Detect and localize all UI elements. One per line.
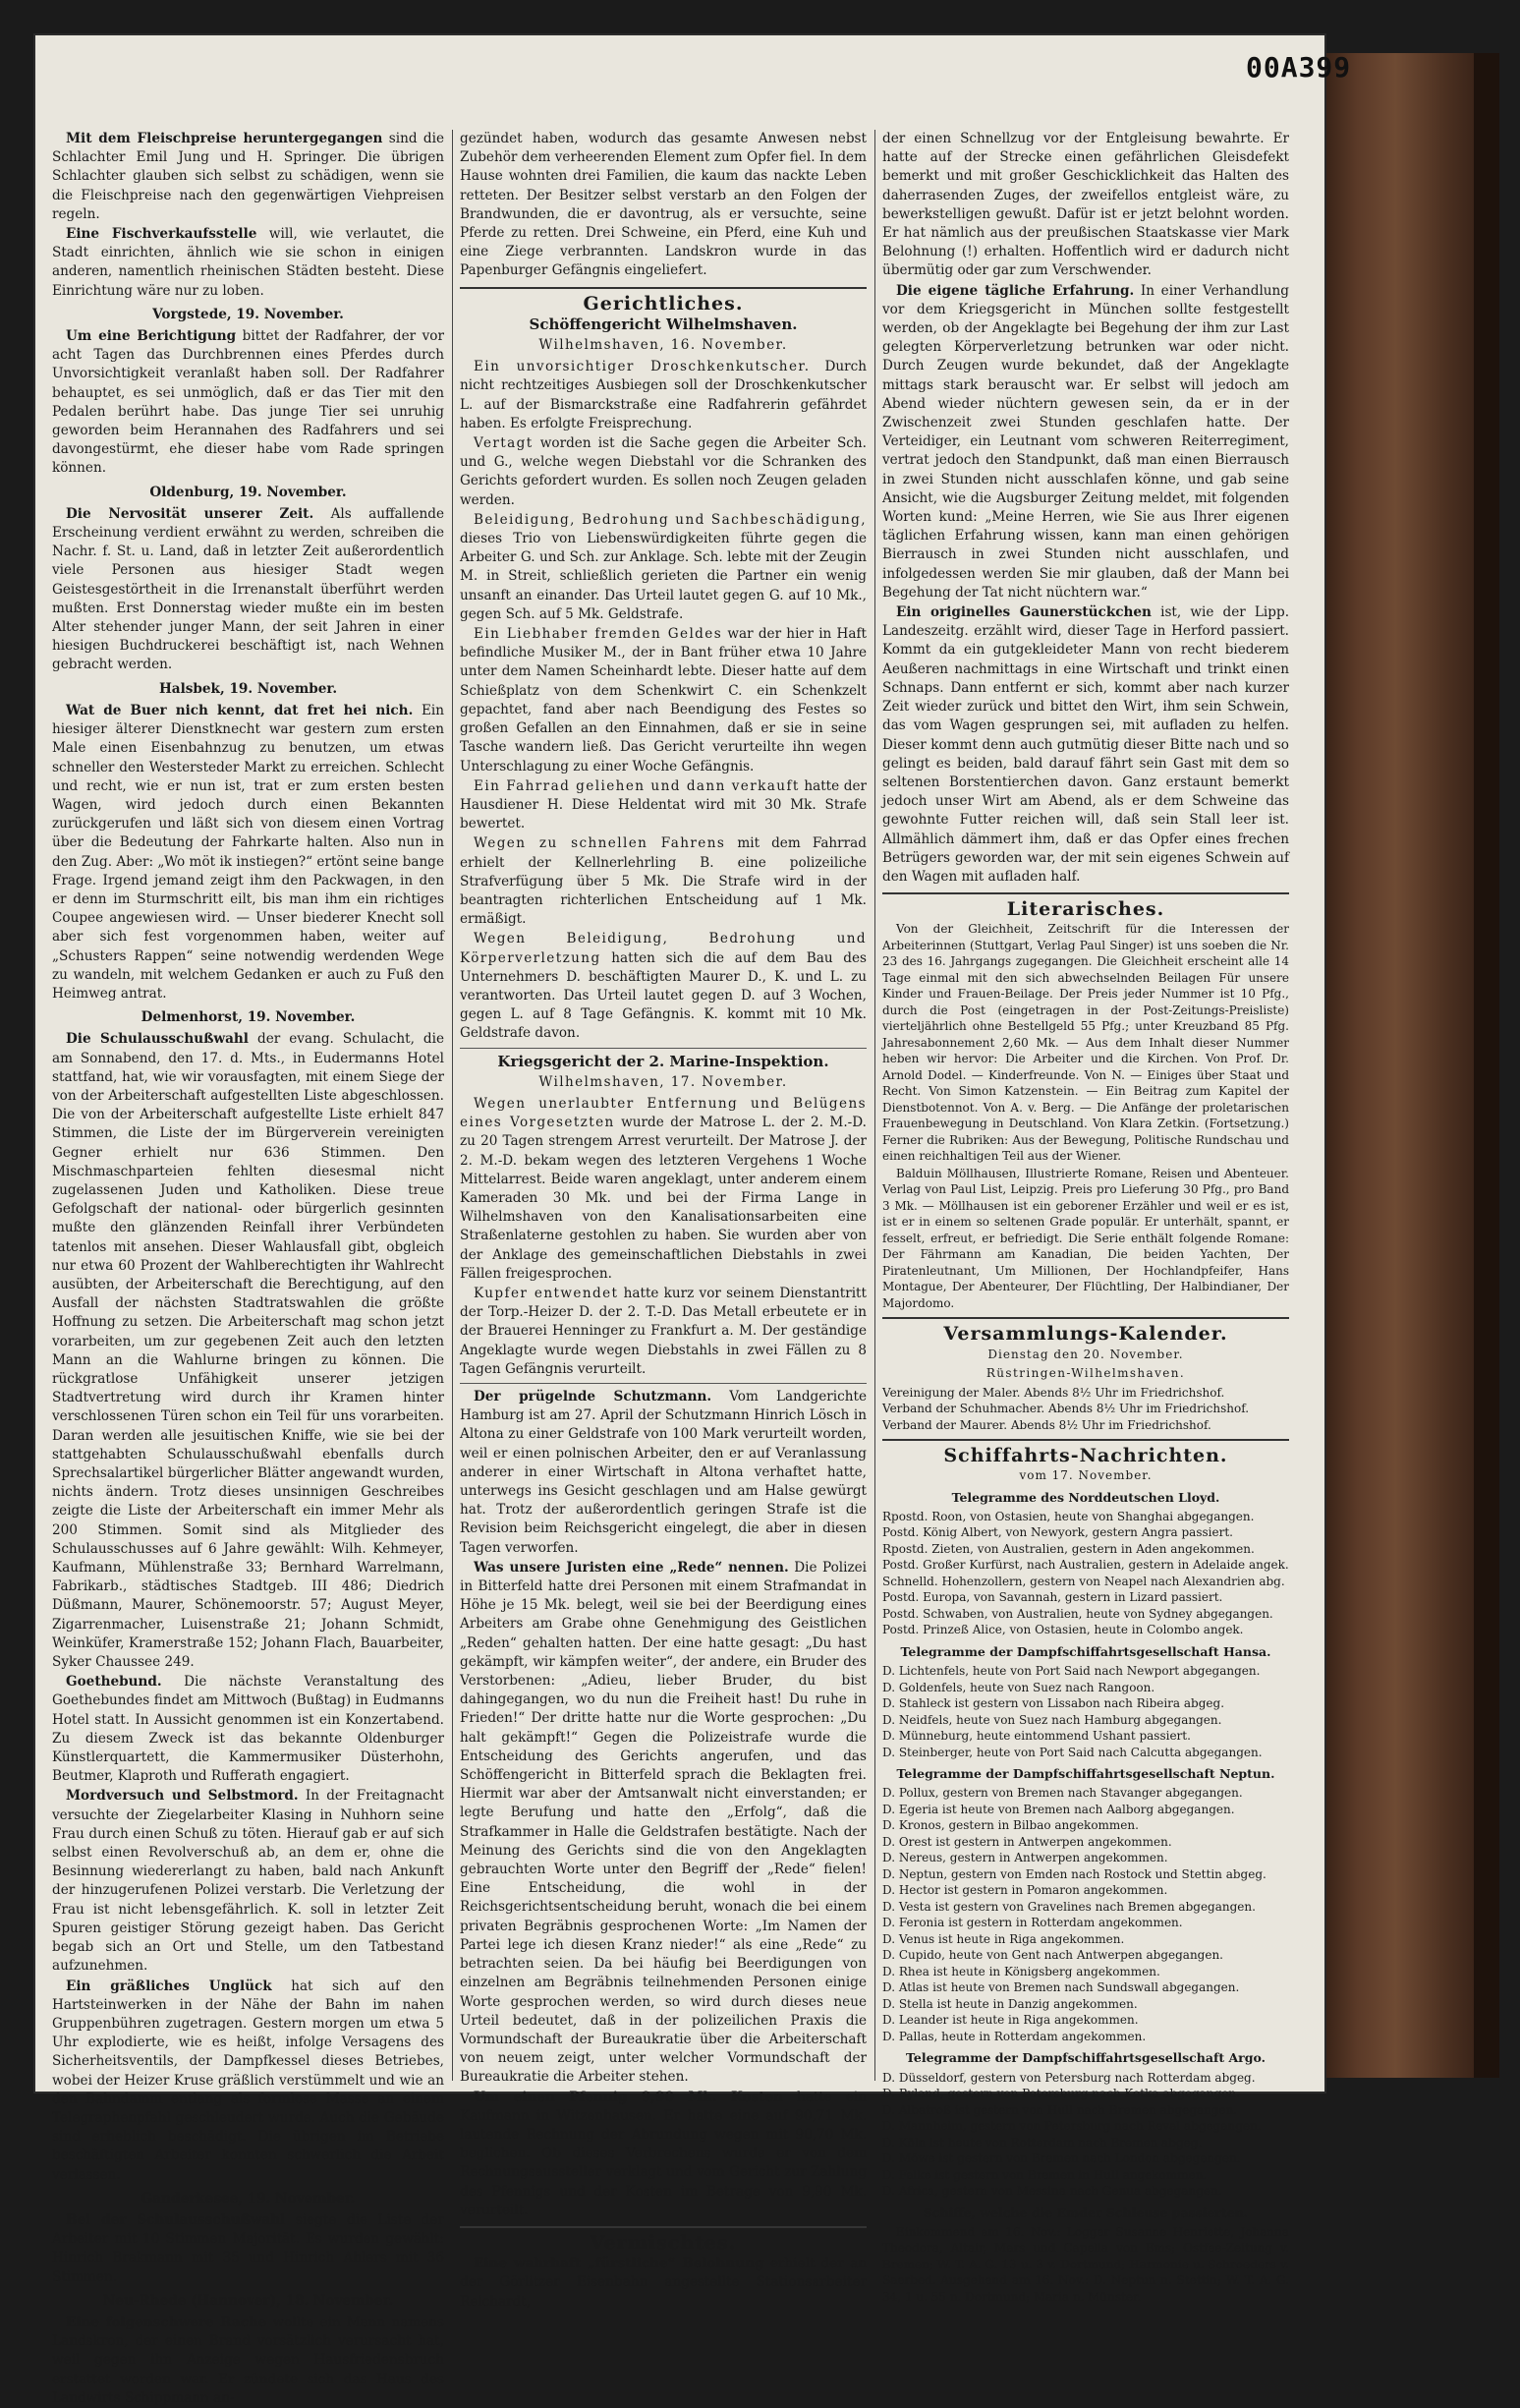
article-goethebund: Goethebund. Die nächste Veranstaltung des Goethebundes findet am Mittwoch (Bußtag) in Eudmanns Hotel statt. In Aussicht genommen ist ein Konzertabend. Zu diesem Zweck ist das bekannte Oldenburger Künstlerquartett, die Kammermusiker Düsterhohn, Beutmer, Klaproth und Rufferath engagiert. <box>52 1674 444 1785</box>
column-3 <box>882 130 1290 2304</box>
shipping-date: vom 17. November. <box>1019 1468 1153 1483</box>
dateline: Ganderkesee, 19. November. <box>141 2190 356 2207</box>
court-item: Kupfer entwendet hatte kurz vor seinem Dienstantritt der Torp.-Heizer D. der 2. T.-D. Das Metall erbeutete er in der Brauerei Henninger zu Frankfurt a. M. Der geständige Angeklagte wurde wegen Diebstahls in zwei Fällen zu 8 Tagen Gefängnis verurteilt. <box>460 1285 867 1377</box>
article-schutzmann: Der prügelnde Schutzmann. Vom Landgerichte Hamburg ist am 27. April der Schutzmann Hinrich Lösch in Altona zu einer Geldstrafe von 100 Mark verurteilt worden, weil er einen polnischen Arbeiter, den er auf Veranlassung anderer in einer Wirtschaft in Altona verhaftet hatte, unterwegs ins Gesicht geschlagen und am Halse gewürgt hat. Trotz der außerordentlich geringen Strafe ist die Revision beim Reichsgericht eingelegt, die aber in diesen Tagen verworfen. <box>460 1389 867 1556</box>
article-belohnung: Eine wahrhaft „fürstliche“ Belohnung erhielt der an der Görlitzer Eisenbahn angestellte Stationsarbeiter Reichardt, <box>460 2256 867 2310</box>
article-erfahrung: Die eigene tägliche Erfahrung. In einer Verhandlung vor dem Kriegsgericht in München sollte festgestellt werden, ob der Angeklagte bei Begehung der ihm zur Last gelegten Körperverletzung betrunken war oder nicht. Durch Zeugen wurde bekundet, daß der Angeklagte mittags stark berauscht war. Er selbst will jedoch am Abend wieder nüchtern gewesen sein, da er in der Zwischenzeit zwei Stunden geschlafen hatte. Der Verteidiger, ein Leutnant vom schweren Reiterregiment, vertrat jedoch den Standpunkt, daß man einen Bierrausch in zwei Stunden nicht ausschlafen könne, und gab seine Ansicht, wie die Augsburger Zeitung meldet, mit folgenden Worten kund: „Meine Herren, wie Sie aus Ihrer eigenen täglichen Erfahrung wissen, kann man einen gehörigen Bierrausch in zwei Stunden nicht ausschlafen, und infolgedessen werden Sie mir glauben, daß der Mann bei Begehung der Tat nicht nüchtern war.“ <box>882 282 1289 601</box>
column-rule <box>874 130 875 2081</box>
telegram-line: D. Köln ist heute von Rotterdam nach Bremen abgeg. <box>882 2135 1203 2150</box>
court-item: Beleidigung, Bedrohung und Sachbeschädigung, dieses Trio von Liebenswürdigkeiten führte gegen die Arbeiter G. und Sch. zur Anklage. Sch. lebte mit der Zeugin M. in Streit, schließlich gerieten die Partner ein wenig unsanft an einander. Das Urteil lautet gegen G. auf 10 Mk., gegen Sch. auf 5 Mk. Geldstrafe. <box>460 511 867 622</box>
calendar-entry: Vereinigung der Maler. Abends 8½ Uhr im Friedrichshof. <box>882 1385 1225 1400</box>
emder-schleuse-list: Einkommend am 16. Nov.: Logger Susanne Henriette, Johanna Theodora, Altair, Mars und Capella von Ems; Ostfee-Zeitung v. Bremen; W. T. A. G. 13 u. 3 v. Dortmund; Harmonie u. Schroeders v. Saerbed. Ausgehend am 16. Nov.: D. Neptun n. Stettin; W. T. A. G. 34, 1 u. 55 n. Dortmund; Maria n. Münster. <box>882 2224 1289 2304</box>
telegram-line: D. Falke ist gestern von Bremen in Hull angekommen. <box>882 2167 1208 2182</box>
telegram-line: Postd. Großer Kurfürst, nach Australien, gestern in Adelaide angek. <box>882 1558 1289 1573</box>
telegram-line: D. Stella ist heute in Danzig angekommen. <box>882 1996 1138 2011</box>
court-item: Wegen zu schnellen Fahrens mit dem Fahrrad erhielt der Kellnerlehrling B. eine polizeiliche Strafverfügung über 5 Mk. Die Strafe wird in der beantragten richterlichen Entscheidung auf 1 Mk. ermäßigt. <box>460 835 867 928</box>
section-divider <box>882 1439 1289 1441</box>
section-divider <box>460 287 867 289</box>
literary-notice: Von der Gleichheit, Zeitschrift für die Interessen der Arbeiterinnen (Stuttgart, Verlag Paul Singer) ist uns soeben die Nr. 23 des 16. Jahrgangs zugegangen. Die Gleichheit erscheint alle 14 Tage einmal mit den sich abwechselnden Beilagen Für unsere Kinder und Frauen-Beilage. Der Preis jeder Nummer ist 10 Pfg., durch die Post (eingetragen in der Post-Zeitungs-Preisliste) vierteljährlich ohne Bestellgeld 55 Pfg.; unter Kreuzband 85 Pfg. Jahresabonnement 2,60 Mk. — Aus dem Inhalt dieser Nummer heben wir hervor: Die Arbeiter und die Kirchen. Von Prof. Dr. Arnold Dodel. — Kinderfreunde. Von N. — Einiges über Staat und Recht. Von Simon Katzenstein. — Ein Beitrag zum Kapitel der Dienstbotennot. Von A. v. Berg. — Die Anfänge der proletarischen Frauenbewegung in Deutschland. Von Klara Zetkin. (Fortsetzung.) Ferner die Rubriken: Aus der Bewegung, Politische Rundschau und einen reichhaltigen Teil aus der Wiener. <box>882 922 1289 1164</box>
dateline: Wilhelmshaven, 16. November. <box>538 337 788 354</box>
divider <box>460 1383 867 1384</box>
telegram-heading-neptun: Telegramme der Dampfschiffahrtsgesellschaft Neptun. <box>896 1766 1275 1782</box>
telegram-heading-hansa: Telegramme der Dampfschiffahrtsgesellschaft Hansa. <box>900 1643 1271 1659</box>
calendar-entry: Verband der Schuhmacher. Abends 8½ Uhr im Friedrichshof. <box>882 1402 1250 1416</box>
telegram-line: D. Pollux, gestern von Bremen nach Stavanger abgegangen. <box>882 1786 1243 1801</box>
article-buer: Wat de Buer nich kennt, dat fret hei nich. Ein hiesiger älterer Dienstknecht war gestern zum ersten Male einen Eisenbahnzug zu benutzen, um etwas schneller den Westersteder Markt zu erreichen. Schlecht und recht, wie er nun ist, trat er zum ersten besten Wagen, wird jedoch durch einen Bekannten zurückgerufen und läßt sich von diesem einen Vortrag über die Bedeutung der Fahrkarte halten. Also nun in den Zug. Aber: „Wo möt ik instiegen?“ ertönt seine bange Frage. Irgend jemand zeigt ihm den Packwagen, in den er denn im Sturmschritt eilt, bis man ihm ein richtiges Coupee angewiesen wird. — Unser biederer Knecht soll aber sich fest vorgenommen haben, weiter auf „Schusters Rappen“ seine notwendig werdenden Wege zu wandeln, mit welchem Gedanken er auch zu Fuß den Heimweg antrat. <box>52 702 444 1002</box>
court-item: Wegen unerlaubter Entfernung und Belügens eines Vorgesetzten wurde der Matrose L. der 2. M.-D. zu 20 Tagen strengem Arrest verurteilt. Der Matrose J. der 2. M.-D. bekam wegen des letzteren Vergehens 1 Woche Mittelarrest. Beide waren angeklagt, unter anderem einem Kameraden 30 Mk. und bei der Firma Lange in Wilhelmshaven von den Kanalisationsarbeiten eine Straßenlaterne gestohlen zu haben. Sie wurden aber von der Anklage des gemeinschaftlichen Diebstahls in zwei Fällen freigesprochen. <box>460 1095 867 1282</box>
telegram-line: D. Atlas ist heute von Bremen nach Sundswall abgegangen. <box>882 1980 1240 1995</box>
telegram-heading-argo: Telegramme der Dampfschiffahrtsgesellschaft Argo. <box>906 2050 1266 2066</box>
dateline: Halsbek, 19. November. <box>158 680 338 697</box>
telegram-line: D. Rhea ist heute in Königsberg angekommen. <box>882 1964 1160 1978</box>
telegram-line: Postd. Prinzeß Alice, von Ostasien, heute in Colombo angek. <box>882 1623 1244 1637</box>
telegram-line: D. Münneburg, heute eintommend Ushant passiert. <box>882 1729 1191 1744</box>
telegram-line: D. Stahleck ist gestern von Lissabon nach Ribeira abgeg. <box>882 1696 1225 1711</box>
court-item: Vertagt worden ist die Sache gegen die Arbeiter Sch. und G., welche wegen Diebstahl vor die Schranken des Gerichts gefordert wurden. Es sollen noch Zeugen geladen werden. <box>460 435 867 508</box>
telegram-line: D. Möwe ist gestern von Bremen nach London abgegangen. <box>882 2151 1241 2166</box>
telegram-line: D. Nereus, gestern in Antwerpen angekommen. <box>882 1851 1168 1865</box>
emder-schleuse-heading: Schiffe, welche die Emder Schleuse passierten. <box>923 2205 1249 2220</box>
telegram-line: Postd. Europa, von Savannah, gestern in Lizard passiert. <box>882 1590 1223 1605</box>
court-item: Wegen Beleidigung, Bedrohung und Körperverletzung hatten sich die auf dem Bau des Unternehmers D. beschäftigten Maurer D., K. und L. zu verantworten. Das Urteil lautet gegen D. auf 3 Wochen, gegen L. auf 8 Tage Gefängnis. K. kommt mit 10 Mk. Geldstrafe davon. <box>460 931 867 1042</box>
subheading-kriegsgericht: Kriegsgericht der 2. Marine-Inspektion. <box>497 1052 829 1070</box>
telegram-line: D. Ryland, gestern von Petersburg nach Kotka abgegangen. <box>882 2087 1240 2101</box>
archive-stamp: 00A399 <box>1246 51 1352 84</box>
telegram-line: Schnelld. Hohenzollern, gestern von Neapel nach Alexandrien abg. <box>882 1574 1285 1588</box>
section-heading-gerichtliches: Gerichtliches. <box>583 292 744 315</box>
article-berichtigung: Um eine Berichtigung bittet der Radfahrer, der vor acht Tagen das Durchbrennen eines Pferdes durch Unvorsichtigkeit veranlaßt haben soll. Der Radfahrer behauptet, es sei unmöglich, daß er das Tier mit den Pedalen berührt habe. Das junge Tier sei unruhig geworden beim Herannahen des Radfahrers und sei davongestürmt, ehe dieser habe vom Rade springen können. <box>52 328 444 477</box>
section-divider <box>882 1317 1289 1319</box>
dateline: Oldenburg, 19. November. <box>149 484 347 500</box>
calendar-date: Dienstag den 20. November. <box>987 1347 1184 1361</box>
telegram-line: D. Mannheim, gestern von Petersburg nach Reval abgegangen. <box>882 2119 1262 2134</box>
column-rule <box>452 130 453 2081</box>
telegram-line: Postd. König Albert, von Newyork, gestern Angra passiert. <box>882 1525 1233 1540</box>
telegram-line: D. Steinberger, heute von Port Said nach Calcutta abgegangen. <box>882 1745 1263 1759</box>
dateline: Vorgstede, 19. November. <box>152 306 344 322</box>
telegram-line: D. Venus ist heute in Riga angekommen. <box>882 1931 1125 1946</box>
telegram-line: D. Kronos, gestern in Bilbao angekommen. <box>882 1818 1139 1833</box>
article-fleischpreise: Mit dem Fleischpreise heruntergegangen sind die Schlachter Emil Jung und H. Springer. Die übrigen Schlachter glauben sich selbst zu schädigen, wenn sie die Fleischpreise nach den gegenwärtigen Viehpreisen regeln. <box>52 131 444 222</box>
article-gaunerstueckchen: Ein originelles Gaunerstückchen ist, wie der Lipp. Landeszeitg. erzählt wird, dieser Tage in Herford passiert. Kommt da ein gutgekleideter Mann von recht biederem Aeußeren nachmittags in eine Wirtschaft und trinkt einen Schnaps. Dann entfernt er sich, kommt aber nach kurzer Zeit wieder zurück und bittet den Wirt, ihm sein Schwein, das vom Wagen gesprungen sei, mit aufladen zu helfen. Dieser kommt denn auch gutmütig dieser Bitte nach und so gelingt es beiden, bald darauf fährt sein Gast mit dem so seltenen Borstentierchen davon. Ganz erstaunt bemerkt jedoch unser Wirt am Abend, als er dem Schweine das gewohnte Futter reichen will, daß sein Stall leer ist. Allmählich dämmert ihm, daß er das Opfer eines frechen Betrügers geworden war, der mit sein eigenes Schwein auf den Wagen mit aufladen half. <box>882 604 1290 885</box>
telegram-line: D. Goldenfels, heute von Suez nach Rangoon. <box>882 1680 1155 1694</box>
telegram-line: D. Pallas, heute in Rotterdam angekommen. <box>882 2029 1147 2043</box>
telegram-line: D. Feronia ist gestern in Rotterdam angekommen. <box>882 1916 1183 1930</box>
divider <box>460 1048 867 1049</box>
telegram-line: D. Neptun, gestern von Emden nach Rostock und Stettin abgeg. <box>882 1866 1267 1881</box>
article-mordversuch: Mordversuch und Selbstmord. In der Freitagnacht versuchte der Ziegelarbeiter Klasing in Nuhhorn seine Frau durch einen Schuß zu töten. Hierauf gab er auf sich selbst einen Revolverschuß ab, an dem er, ohne die Besinnung wiedererlangt zu haben, bald nach Ankunft der hinzugerufenen Polizei verstarb. Die Verletzung der Frau ist nicht lebensgefährlich. K. soll in letzter Zeit Spuren geistiger Störung gezeigt haben. Das Gericht begab sich an Ort und Stelle, um den Tatbestand aufzunehmen. <box>52 1788 444 1975</box>
calendar-place: Rüstringen-Wilhelmshaven. <box>985 1366 1186 1381</box>
binding-shadow <box>1474 53 1499 2078</box>
article-schulausschusswahl: Die Schulausschußwahl der evang. Schulacht, die am Sonnabend, den 17. d. Mts., in Eudermanns Hotel stattfand, hat, wie wir vorausfagten, mit einem Siege der von der Arbeiterschaft aufgestellten Liste abgeschlossen. Die von der Arbeiterschaft aufgestellte Liste erhielt 847 Stimmen, die Liste der im Bürgerverein vereinigten Gegner erhielt nur 636 Stimmen. Den Mischmaschparteien fehlten diesesmal nicht zugelassenen Juden und Katholiken. Diese treue Gefolgschaft der national- oder bürgerlich gesinnten mußte den glänzenden Reinfall ihrer Verbündeten tatenlos mit ansehen. Dieser Wahlausfall gibt, obgleich nur etwa 60 Prozent der Wahlberechtigten ihr Wahlrecht ausübten, der Arbeiterschaft die Berechtigung, auf den Ausfall der nächsten Stadtratswahlen die größte Hoffnung zu setzen. Die Arbeiterschaft mag schon jetzt vorarbeiten, um zur gegebenen Zeit auch den letzten Mann an die Wahlurne bringen zu können. Die rückgratlose Unfähigkeit unserer jetzigen Stadtvertretung wird durch ihr Kramen hinter verschlossenen Türen schon ein Teil für uns vorarbeiten. Daran werden alle jesuitischen Kniffe, wie sie bei der stattgehabten Schulausschußwahl ebenfalls durch Sprechsalartikel bürgerlicher Blätter angewandt wurden, nichts ändern. Trotz dieses unsinnigen Geschreibes zeigte die Liste der Arbeiterschaft ein immer Mehr als 200 Stimmen. Somit sind als Mitglieder des Schulausschusses auf 6 Jahre gewählt: Wilh. Kehmeyer, Kaufmann, Mühlenstraße 33; Bernhard Warrelmann, Fabrikarb., städtisches Stadtgeb. III 486; Diedrich Düßmann, Maurer, Schönemoorstr. 57; August Meyer, Zigarrenmacher, Luisenstraße 21; Johann Schmidt, Weinküfer, Kramerstraße 152; Johann Flach, Bauarbeiter, Syker Chaussee 249. <box>52 1031 444 1671</box>
article-rache-continued: gezündet haben, wodurch das gesamte Anwesen nebst Zubehör dem verheerenden Element zum Opfer fiel. In dem Hause wohnten drei Familien, die kaum das nackte Leben retteten. Der Besitzer selbst verstarb an den Folgen der Brandwunden, die er davontrug, als er versuchte, seine Pferde zu retten. Drei Schweine, ein Pferd, eine Kuh und eine Ziege verbrannten. Landskron wurde in das Papenburger Gefängnis eingeliefert. <box>460 131 867 279</box>
telegram-line: D. Vesta ist gestern von Gravelines nach Bremen abgegangen. <box>882 1899 1256 1914</box>
telegram-line: Rpostd. Roon, von Ostasien, heute von Shanghai abgegangen. <box>882 1509 1255 1523</box>
dateline: Wilhelmshaven, 17. November. <box>538 1073 788 1090</box>
subheading-schoeffengericht: Schöffengericht Wilhelmshaven. <box>529 315 798 333</box>
telegram-line: D. Egeria ist heute von Bremen nach Aalborg abgegangen. <box>882 1802 1235 1816</box>
dateline: Neu-Rhede (Hannover), 18. November. <box>102 2292 394 2309</box>
section-divider <box>460 2226 867 2228</box>
column-1 <box>52 130 444 2406</box>
telegram-line: Postd. Schwaben, von Australien, heute von Sydney abgegangen. <box>882 1606 1273 1621</box>
article-fischverkauf: Eine Fischverkaufsstelle will, wie verlautet, die Stadt einrichten, ähnlich wie sie schon in einigen anderen, namentlich rheinischen Städten besteht. Diese Einrichtung wäre nur zu loben. <box>52 226 444 299</box>
article-pfennig: Um einen Pfennig 9,90 Mk. Kosten hatte ein Kaufmann in Witzenhausen. Er hatte eine auf 90,71 Mk. lautende Rechnung der Abrundung wegen mit 90,70 Mk. beglichen. Ob dieses Verbrechens wurde er von dem Rechnungsaussteller verklagt und vom Gericht zur Zahlung des Pfennigs und der Kosten im Betrage von 9,90 Mk. verurteilt. <box>460 2089 868 2218</box>
telegram-line: D. Orest ist gestern in Antwerpen angekommen. <box>882 1834 1172 1849</box>
court-item: Ein Fahrrad geliehen und dann verkauft hatte der Hausdiener H. Diese Heldentat wird mit 30 Mk. Strafe bewertet. <box>460 777 868 832</box>
telegram-line: D. Düsseldorf, gestern von Petersburg nach Rotterdam abgeg. <box>882 2070 1256 2085</box>
telegram-line: D. Africa, gestern von Messina nach Genua abgegangen. <box>882 2184 1222 2199</box>
column-2 <box>460 130 868 2310</box>
article-nervositaet: Die Nervosität unserer Zeit. Als auffallende Erscheinung verdient erwähnt zu werden, schreiben die Nachr. f. St. u. Land, daß in letzter Zeit außerordentlich viele Personen aus hiesiger Stadt wegen Geistesgestörtheit in die Irrenanstalt überführt werden mußten. Erst Donnerstag wieder mußte ein im besten Alter stehender junger Mann, der seit Jahren in einer hiesigen Buchdruckerei beschäftigt ist, nach Wehnen gebracht werden. <box>52 505 444 673</box>
article-unglueck: Ein gräßliches Unglück hat sich auf den Hartsteinwerken in der Nähe der Bahn im nahen Gruppenbühren zugetragen. Gestern morgen um etwa 5 Uhr explodierte, wie es heißt, infolge Versagens des Sicherheitsventils, der Dampfkessel dieses Betriebes, wobei der Heizer Kruse gräßlich verstümmelt und wie an den Bahndamm entlang als formlose Masse an einem Telegraphenpfahl geschleudert wurde. Auch die Gebäude sind erheblich beschädigt. Die übrigen im Betriebe beschäftigten Arbeiter konnten schwerlich die Arbeit verlassen. <box>52 1978 444 2183</box>
telegram-line: D. Cupido, heute von Gent nach Antwerpen abgegangen. <box>882 1948 1223 1963</box>
section-heading-literarisches: Literarisches. <box>1006 898 1165 921</box>
telegram-line: D. Lichtenfels, heute von Port Said nach Newport abgegangen. <box>882 1664 1261 1679</box>
article-belohnung-continued: der einen Schnellzug vor der Entgleisung bewahrte. Er hatte auf der Strecke einen gefährlichen Gleisdefekt bemerkt und mit großer Geschicklichkeit das Halten des daherrasenden Zuges, der zweifellos entgleist wäre, zu bewerkstelligen gewußt. Dafür ist er jetzt belohnt worden. Er hat nämlich aus der preußischen Staatskasse vier Mark Belohnung (!) erhalten. Hoffentlich wird er dadurch nicht übermütig oder gar zum Verschwender. <box>882 131 1289 279</box>
dateline: Delmenhorst, 19. November. <box>141 1009 356 1026</box>
telegram-line: Rpostd. Zieten, von Australien, gestern in Aden angekommen. <box>882 1541 1255 1556</box>
telegram-line: D. Neidfels, heute von Suez nach Hamburg abgegangen. <box>882 1712 1222 1727</box>
article-schulausschusswahl-2: Bei der Schulausschußwahl siegte die Liste der Arbeiter mit 10 Stimmen Majorität. Es wurden gewählt: Hinrich Brakmann mit 35 und Hinrich Ahlers mit 36 Stimmen. <box>52 2211 444 2285</box>
article-rache: Eine folgenschwere Rache wollte ein Mann namens Landskron, der einen Brand vorsätzlich verursacht hat, weil gegen ihn Anzeige wegen Hausfriedensbruch erstattet worden war. Er zündete sich das Haus des Landwirts Schippmann an- <box>52 2314 444 2406</box>
literary-notice: Balduin Möllhausen, Illustrierte Romane, Reisen und Abenteuer. Verlag von Paul List, Leipzig. Preis pro Lieferung 30 Pfg., pro Band 3 Mk. — Möllhausen ist ein geborener Erzähler und weil er es ist, ist er in einem so seltenen Grade populär. Er unterhält, spannt, er fesselt, erfreut, er befriedigt. Die Serie enthält folgende Romane: Der Fährmann am Kanadian, Die beiden Yachten, Der Piratenleutnant, Um Millionen, Der Hochlandpfeifer, Hans Montague, Der Abenteurer, Der Flüchtling, Der Halbindianer, Der Majordomo. <box>882 1166 1289 1310</box>
section-heading-versammlungskalender: Versammlungs-Kalender. <box>943 1323 1228 1346</box>
telegram-line: D. Leander ist heute in Riga angekommen. <box>882 2013 1139 2028</box>
article-rede: Was unsere Juristen eine „Rede“ nennen. Die Polizei in Bitterfeld hatte drei Personen mit einem Strafmandat in Höhe je 15 Mk. belegt, weil sie bei der Beerdigung eines Arbeiters am Grabe ohne Genehmigung des Geistlichen „Reden“ gehalten hatten. Der eine hatte gesagt: „Du hast gekämpft, wir kämpfen weiter“, der andere, ein Bruder des Verstorbenen: „Adieu, lieber Bruder, du bist dahingegangen, wo du nun die Freiheit hast! Du ruhe in Frieden!“ Der dritte hatte nur die Worte gesprochen: „Du halt gekämpft!“ Gegen die Polizeistrafe wurde die Entscheidung des Gerichts angerufen, und das Schöffengericht in Bitterfeld sprach die Beklagten frei. Hiermit war aber der Amtsanwalt nicht einverstanden; er legte Berufung und hatte den „Erfolg“, daß die Strafkammer in Halle die Geldstrafen bestätigte. Nach der Meinung des Gerichts sind die von den Angeklagten gebrauchten Worte unter den Begriff der „Rede“ fielen! Eine Entscheidung, die wohl in der Reichsgerichtsentscheidung beruht, wonach die bei einem privaten Begräbnis gesprochenen Worte: „Im Namen der Partei lege ich diesen Kranz nieder!“ als eine „Rede“ zu betrachten seien. Da bei häufig bei Beerdigungen von einzelnen am Begräbnis teilnehmenden Personen einige Worte gesprochen werden, so wird durch dieses neue Urteil bedeutet, daß in der polizeilichen Praxis die Vormundschaft der Bureaukratie über die Arbeiterschaft von neuem zeigt, unter welcher Vormundschaft der Bureaukratie die Arbeiter stehen. <box>460 1559 868 2086</box>
telegram-heading-lloyd: Telegramme des Norddeutschen Lloyd. <box>951 1489 1220 1505</box>
court-item: Ein Liebhaber fremden Geldes war der hier in Haft befindliche Musiker M., der in Bant früher etwa 10 Jahre unter dem Namen Scheinhardt lebte. Dieser hatte auf dem Schießplatz von dem Schenkwirt C. ein Schenkzelt gepachtet, fand aber nach Beendigung des Festes so großen Gefallen an den Einnahmen, daß er sie in seine Tasche wandern ließ. Das Gericht verurteilte ihn wegen Unterschlagung zu einer Woche Gefängnis. <box>460 626 867 774</box>
section-heading-schiffahrt: Schiffahrts-Nachrichten. <box>943 1445 1228 1467</box>
calendar-entry: Verband der Maurer. Abends 8½ Uhr im Friedrichshof. <box>882 1417 1211 1432</box>
section-divider <box>882 892 1289 894</box>
section-heading-vermischtes: Vermischtes. <box>590 2231 737 2254</box>
telegram-line: D. Albatroß ist gestern von Hull nach Bremen abgegangen. <box>882 2102 1238 2117</box>
telegram-line: D. Hector ist gestern in Pomaron angekommen. <box>882 1883 1168 1898</box>
court-item: Ein unvorsichtiger Droschkenkutscher. Durch nicht rechtzeitiges Ausbiegen soll der Droschkenkutscher L. auf der Bismarckstraße eine Radfahrerin gefährdet haben. Es erfolgte Freisprechung. <box>460 359 868 431</box>
